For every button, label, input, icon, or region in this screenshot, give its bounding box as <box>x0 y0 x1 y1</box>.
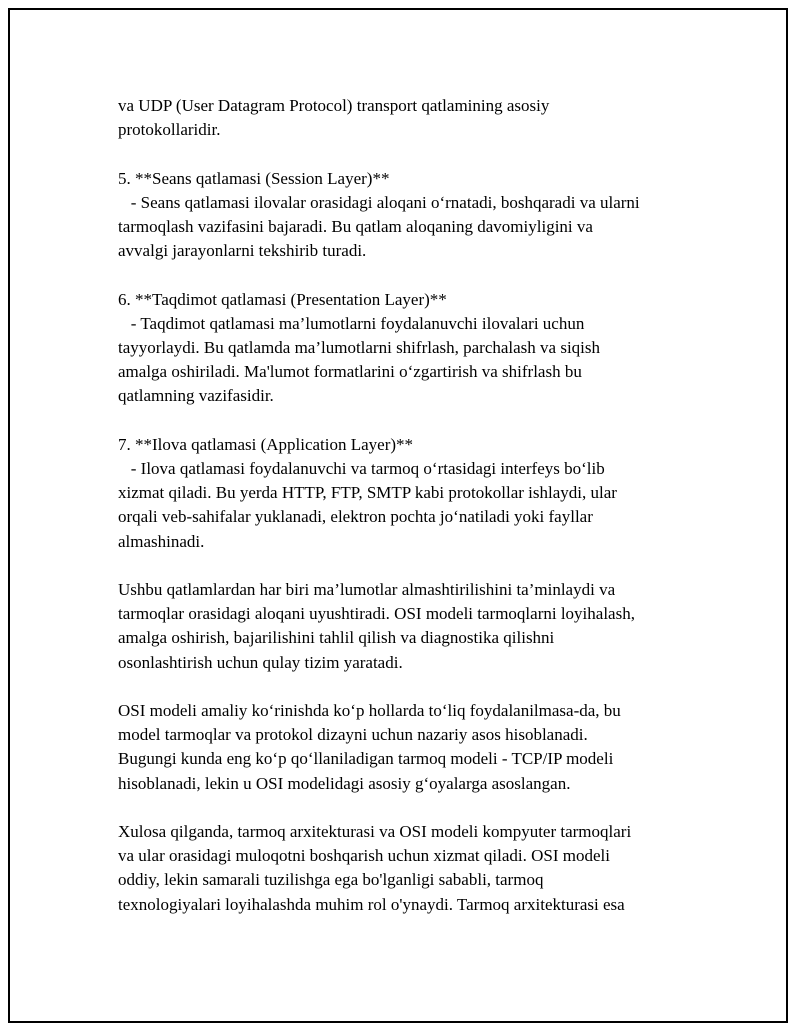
text-line: Bugungi kunda eng ko‘p qo‘llaniladigan tarmoq modeli - TCP/IP modeli <box>118 749 614 769</box>
paragraph-conclusion <box>118 820 698 917</box>
text-line: xizmat qiladi. Bu yerda HTTP, FTP, SMTP kabi protokollar ishlaydi, ular <box>118 483 617 503</box>
text-line: OSI modeli amaliy ko‘rinishda ko‘p hollarda to‘liq foydalanilmasa-da, bu <box>118 701 621 720</box>
text-line: - Ilova qatlamasi foydalanuvchi va tarmoq o‘rtasidagi interfeys bo‘lib <box>118 459 605 478</box>
text-line: - Seans qatlamasi ilovalar orasidagi aloqani o‘rnatadi, boshqaradi va ularni <box>118 192 640 212</box>
text-line: texnologiyalari loyihalashda muhim rol o'ynaydi. Tarmoq arxitekturasi esa <box>118 894 625 914</box>
text-line: amalga oshirish, bajarilishini tahlil qilish va diagnostika qilishni <box>118 628 555 648</box>
text-line: model tarmoqlar va protokol dizayni uchun nazariy asos hisoblanadi. <box>118 725 588 745</box>
paragraph-presentation-layer <box>118 288 698 409</box>
text-line: almashinadi. <box>118 531 205 551</box>
paragraph-layers-summary <box>118 578 698 675</box>
text-line: va ular orasidagi muloqotni boshqarish uchun xizmat qiladi. OSI modeli <box>118 846 610 866</box>
section-heading: 7. **Ilova qatlamasi (Application Layer)** <box>118 434 414 454</box>
text-line: avvalgi jarayonlarni tekshirib turadi. <box>118 241 367 261</box>
text-line: tarmoqlar orasidagi aloqani uyushtiradi. OSI modeli tarmoqlarni loyihalash, <box>118 604 635 624</box>
text-line: Xulosa qilganda, tarmoq arxitekturasi va OSI modeli kompyuter tarmoqlari <box>118 822 632 841</box>
paragraph-transport-end <box>118 94 698 142</box>
text-line: hisoblanadi, lekin u OSI modelidagi asosiy g‘oyalarga asoslangan. <box>118 773 571 793</box>
text-line: va UDP (User Datagram Protocol) transport qatlamining asosiy <box>118 96 550 115</box>
paragraph-application-layer <box>118 433 698 554</box>
text-line: Ushbu qatlamlardan har biri ma’lumotlar almashtirilishini ta’minlaydi va <box>118 580 616 599</box>
document-body <box>118 94 698 941</box>
text-line: - Taqdimot qatlamasi ma’lumotlarni foydalanuvchi ilovalari uchun <box>118 313 585 333</box>
section-heading: 6. **Taqdimot qatlamasi (Presentation Layer)** <box>118 289 447 309</box>
text-line: tayyorlaydi. Bu qatlamda ma’lumotlarni shifrlash, parchalash va siqish <box>118 338 601 357</box>
text-line: amalga oshiriladi. Ma'lumot formatlarini o‘zgartirish va shifrlash bu <box>118 362 582 382</box>
text-line: qatlamning vazifasidir. <box>118 386 274 406</box>
paragraph-session-layer <box>118 167 698 264</box>
paragraph-osi-practical <box>118 699 698 796</box>
text-line: protokollaridir. <box>118 120 221 140</box>
text-line: oddiy, lekin samarali tuzilishga ega bo'lganligi sababli, tarmoq <box>118 870 544 890</box>
text-line: orqali veb-sahifalar yuklanadi, elektron pochta jo‘natiladi yoki fayllar <box>118 507 593 527</box>
section-heading: 5. **Seans qatlamasi (Session Layer)** <box>118 168 390 188</box>
text-line: tarmoqlash vazifasini bajaradi. Bu qatlam aloqaning davomiyligini va <box>118 217 593 236</box>
text-line: osonlashtirish uchun qulay tizim yaratadi. <box>118 652 403 672</box>
